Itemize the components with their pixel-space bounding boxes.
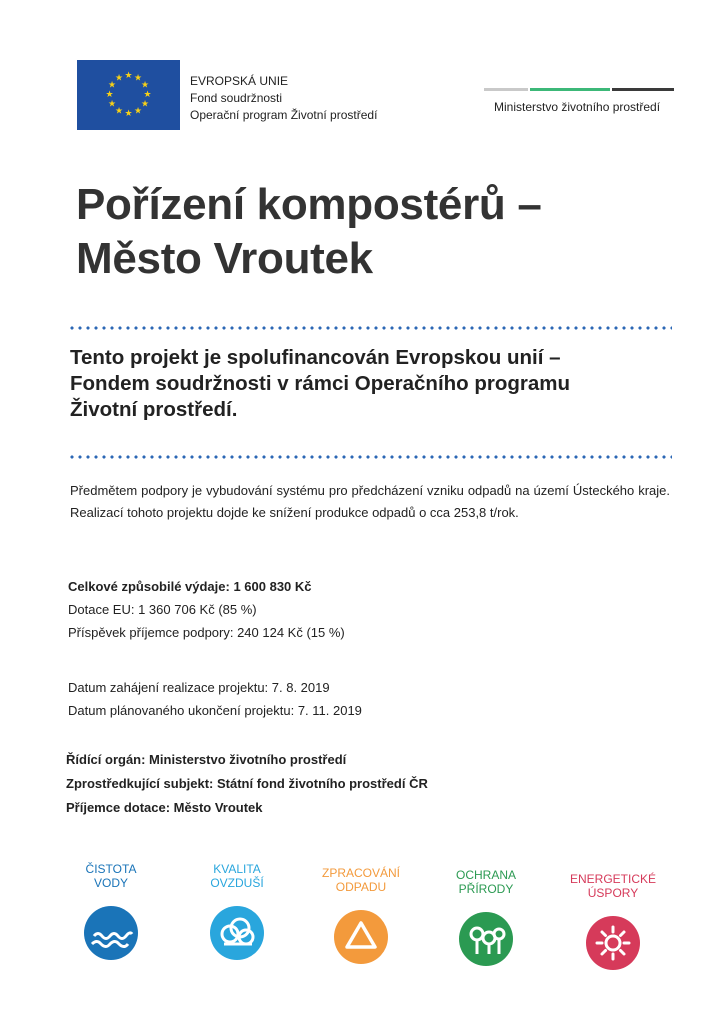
managing-authority: Řídící orgán: Ministerstvo životního prostředí <box>66 752 347 767</box>
svg-text:★: ★ <box>140 80 150 91</box>
category-energy <box>553 872 673 970</box>
category-label: ZPRACOVÁNÍ ODPADU <box>321 866 400 894</box>
project-dates <box>68 676 362 722</box>
category-waste <box>301 866 421 964</box>
dotted-divider-top <box>68 326 672 330</box>
start-date: Datum zahájení realizace projektu: 7. 8. 2019 <box>68 680 330 695</box>
category-label: ENERGETICKÉ ÚSPORY <box>569 872 656 900</box>
ministry-name: Ministerstvo životního prostředí <box>494 100 661 114</box>
eu-line-1: EVROPSKÁ UNIE <box>190 74 289 88</box>
svg-text:★: ★ <box>105 90 114 100</box>
title-line-2: Město Vroutek <box>76 234 373 283</box>
cofinancing-statement <box>70 345 680 423</box>
category-water <box>51 862 171 960</box>
subtitle-line-1: Tento projekt je spolufinancován Evropskou unií – <box>70 346 561 369</box>
ministry-logo-bars <box>484 88 674 92</box>
svg-text:★: ★ <box>107 99 117 110</box>
svg-text:★: ★ <box>143 90 152 100</box>
svg-text:★: ★ <box>133 106 143 117</box>
eu-line-2: Fond soudržnosti <box>190 91 283 105</box>
project-organizations <box>66 748 428 820</box>
category-label: OCHRANA PŘÍRODY <box>455 868 516 896</box>
project-costs <box>68 575 345 644</box>
water-icon <box>84 906 138 960</box>
title-line-1: Pořízení kompostérů – <box>76 180 542 229</box>
svg-text:★: ★ <box>133 73 143 84</box>
category-label: KVALITA OVZDUŠÍ <box>210 862 264 890</box>
intermediate-body: Zprostředkující subjekt: Státní fond životního prostředí ČR <box>66 776 428 791</box>
energy-icon <box>586 916 640 970</box>
eu-stars <box>77 60 180 130</box>
air-icon <box>210 906 264 960</box>
page-title <box>76 178 542 286</box>
eu-program-text <box>190 73 377 124</box>
eu-flag-logo <box>77 60 180 130</box>
category-nature <box>426 868 546 966</box>
subtitle-line-2: Fondem soudržnosti v rámci Operačního programu <box>70 372 571 395</box>
end-date: Datum plánovaného ukončení projektu: 7. 11. 2019 <box>68 703 362 718</box>
project-description: Předmětem podpory je vybudování systému pro předcházení vzniku odpadů na území Ústeckého kraje. Realizací tohoto projektu dojde ke snížení produkce odpadů o cca 253,8 t/rok. <box>70 483 670 520</box>
eu-line-3: Operační program Životní prostředí <box>190 108 378 122</box>
subtitle-line-3: Životní prostředí. <box>70 398 238 421</box>
eu-grant: Dotace EU: 1 360 706 Kč (85 %) <box>68 602 257 617</box>
svg-text:★: ★ <box>114 73 124 84</box>
waste-icon <box>334 910 388 964</box>
svg-text:★: ★ <box>124 109 133 119</box>
recipient-contribution: Příspěvek příjemce podpory: 240 124 Kč (15 %) <box>68 625 345 640</box>
svg-text:★: ★ <box>114 106 124 117</box>
svg-text:★: ★ <box>140 99 150 110</box>
total-costs: Celkové způsobilé výdaje: 1 600 830 Kč <box>68 579 312 594</box>
category-label: ČISTOTA VODY <box>85 862 137 890</box>
svg-text:★: ★ <box>124 71 133 81</box>
category-air <box>177 862 297 960</box>
grant-recipient: Příjemce dotace: Město Vroutek <box>66 800 263 815</box>
nature-icon <box>459 912 513 966</box>
dotted-divider-bottom <box>68 455 672 459</box>
svg-text:★: ★ <box>107 80 117 91</box>
